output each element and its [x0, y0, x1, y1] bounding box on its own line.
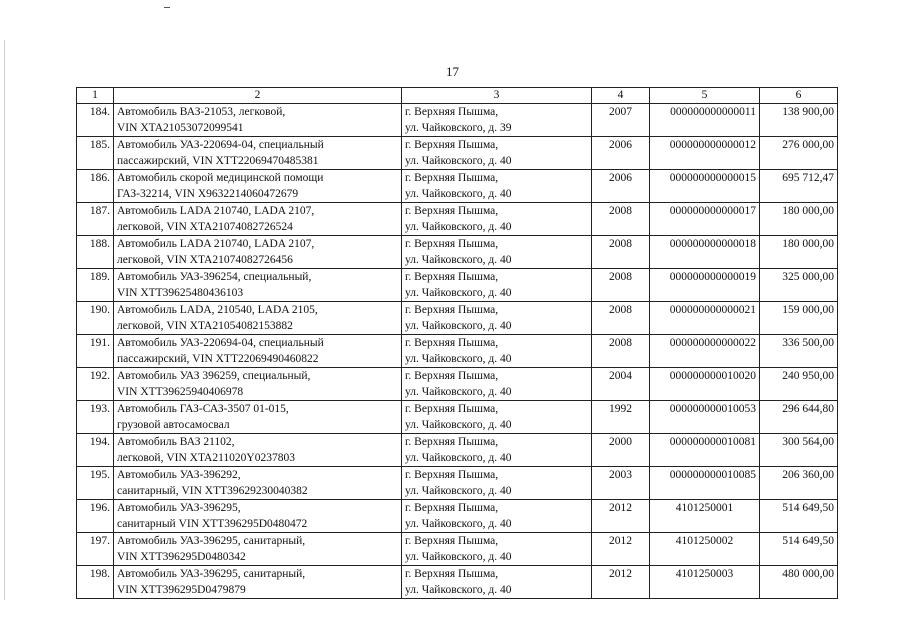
row-number: 187. [77, 203, 114, 236]
description-line-1: Автомобиль ВАЗ-21053, легковой, [117, 106, 286, 118]
inventory-number: 000000000010081 [650, 434, 760, 467]
vehicle-description [114, 203, 402, 236]
address-line-1: г. Верхняя Пышма, [405, 106, 499, 118]
address-line-1: г. Верхняя Пышма, [405, 238, 499, 250]
address-line-2: ул. Чайковского, д. 40 [405, 221, 512, 233]
inventory-number: 000000000000011 [650, 104, 760, 137]
description-line-2: VIN XTT39625480436103 [117, 287, 244, 299]
inventory-number: 000000000000018 [650, 236, 760, 269]
address-line-2: ул. Чайковского, д. 40 [405, 518, 512, 530]
address-line-1: г. Верхняя Пышма, [405, 436, 499, 448]
row-number: 196. [77, 500, 114, 533]
description-line-2: VIN XTT396295D0479879 [117, 584, 246, 596]
address-line-1: г. Верхняя Пышма, [405, 205, 499, 217]
address-line-2: ул. Чайковского, д. 40 [405, 485, 512, 497]
column-header: 1 [77, 88, 114, 104]
address-line-1: г. Верхняя Пышма, [405, 172, 499, 184]
address-line-1: г. Верхняя Пышма, [405, 337, 499, 349]
inventory-number: 000000000000017 [650, 203, 760, 236]
vehicle-address [402, 203, 592, 236]
description-line-1: Автомобиль скорой медицинской помощи [117, 172, 324, 184]
vehicle-description [114, 401, 402, 434]
table-row [77, 368, 838, 401]
address-line-1: г. Верхняя Пышма, [405, 568, 499, 580]
row-number: 194. [77, 434, 114, 467]
vehicle-description [114, 467, 402, 500]
description-line-2: легковой, VIN XTA211020Y0237803 [117, 452, 295, 464]
table-row [77, 269, 838, 302]
vehicle-description [114, 170, 402, 203]
book-value: 276 000,00 [760, 137, 838, 170]
vehicle-address [402, 467, 592, 500]
book-value: 159 000,00 [760, 302, 838, 335]
inventory-number: 000000000000015 [650, 170, 760, 203]
address-line-2: ул. Чайковского, д. 40 [405, 155, 512, 167]
description-line-2: легковой, VIN XTA21074082726524 [117, 221, 293, 233]
inventory-number: 000000000000022 [650, 335, 760, 368]
vehicle-description [114, 137, 402, 170]
vehicle-description [114, 368, 402, 401]
vehicle-description [114, 434, 402, 467]
vehicle-description [114, 104, 402, 137]
description-line-2: пассажирский, VIN XTT22069470485381 [117, 155, 319, 167]
inventory-number: 000000000000012 [650, 137, 760, 170]
vehicle-registry-table [76, 87, 838, 599]
manufacture-year: 2007 [592, 104, 650, 137]
address-line-1: г. Верхняя Пышма, [405, 304, 499, 316]
vehicle-address [402, 170, 592, 203]
table-header-row [77, 88, 838, 104]
address-line-2: ул. Чайковского, д. 40 [405, 584, 512, 596]
inventory-number: 000000000010085 [650, 467, 760, 500]
row-number: 186. [77, 170, 114, 203]
description-line-1: Автомобиль УАЗ-396295, санитарный, [117, 568, 306, 580]
address-line-1: г. Верхняя Пышма, [405, 535, 499, 547]
address-line-2: ул. Чайковского, д. 40 [405, 353, 512, 365]
manufacture-year: 2008 [592, 236, 650, 269]
vehicle-description [114, 302, 402, 335]
book-value: 300 564,00 [760, 434, 838, 467]
row-number: 198. [77, 566, 114, 599]
address-line-1: г. Верхняя Пышма, [405, 271, 499, 283]
manufacture-year: 2003 [592, 467, 650, 500]
inventory-number: 000000000000019 [650, 269, 760, 302]
manufacture-year: 2008 [592, 335, 650, 368]
manufacture-year: 2006 [592, 170, 650, 203]
page-number: 17 [446, 64, 459, 79]
manufacture-year: 2006 [592, 137, 650, 170]
description-line-2: легковой, VIN XTA21054082153882 [117, 320, 293, 332]
book-value: 206 360,00 [760, 467, 838, 500]
description-line-2: легковой, VIN XTA21074082726456 [117, 254, 293, 266]
vehicle-address [402, 533, 592, 566]
address-line-1: г. Верхняя Пышма, [405, 403, 499, 415]
book-value: 138 900,00 [760, 104, 838, 137]
row-number: 191. [77, 335, 114, 368]
manufacture-year: 2004 [592, 368, 650, 401]
address-line-1: г. Верхняя Пышма, [405, 139, 499, 151]
description-line-2: грузовой автосамосвал [117, 419, 230, 431]
inventory-number: 4101250003 [650, 566, 760, 599]
description-line-2: VIN XTT396295D0480342 [117, 551, 246, 563]
vehicle-address [402, 434, 592, 467]
inventory-number: 000000000000021 [650, 302, 760, 335]
vehicle-address [402, 500, 592, 533]
inventory-number: 4101250001 [650, 500, 760, 533]
vehicle-address [402, 137, 592, 170]
vehicle-description [114, 236, 402, 269]
manufacture-year: 2000 [592, 434, 650, 467]
manufacture-year: 2008 [592, 203, 650, 236]
book-value: 240 950,00 [760, 368, 838, 401]
column-header: 6 [760, 88, 838, 104]
description-line-1: Автомобиль УАЗ-396292, [117, 469, 241, 481]
description-line-1: Автомобиль УАЗ-220694-04, специальный [117, 139, 324, 151]
vehicle-address [402, 236, 592, 269]
table-body [77, 104, 838, 599]
table-row [77, 335, 838, 368]
description-line-2: VIN XTA21053072099541 [117, 122, 244, 134]
description-line-2: ГАЗ-32214, VIN X9632214060472679 [117, 188, 299, 200]
table-row [77, 302, 838, 335]
vehicle-address [402, 269, 592, 302]
address-line-1: г. Верхняя Пышма, [405, 469, 499, 481]
table-row [77, 467, 838, 500]
row-number: 190. [77, 302, 114, 335]
vehicle-address [402, 335, 592, 368]
manufacture-year: 2012 [592, 566, 650, 599]
column-header: 5 [650, 88, 760, 104]
column-header: 4 [592, 88, 650, 104]
table-row [77, 236, 838, 269]
column-header: 2 [114, 88, 402, 104]
inventory-number: 4101250002 [650, 533, 760, 566]
table-row [77, 203, 838, 236]
description-line-1: Автомобиль УАЗ 396259, специальный, [117, 370, 311, 382]
row-number: 193. [77, 401, 114, 434]
address-line-2: ул. Чайковского, д. 39 [405, 122, 512, 134]
book-value: 180 000,00 [760, 203, 838, 236]
address-line-2: ул. Чайковского, д. 40 [405, 551, 512, 563]
vehicle-address [402, 302, 592, 335]
address-line-2: ул. Чайковского, д. 40 [405, 287, 512, 299]
manufacture-year: 2012 [592, 533, 650, 566]
address-line-2: ул. Чайковского, д. 40 [405, 320, 512, 332]
table-row [77, 137, 838, 170]
vehicle-address [402, 401, 592, 434]
description-line-1: Автомобиль ГАЗ-САЗ-3507 01-015, [117, 403, 289, 415]
description-line-1: Автомобиль УАЗ-396254, специальный, [117, 271, 312, 283]
table-row [77, 434, 838, 467]
description-line-2: санитарный VIN XTT396295D0480472 [117, 518, 308, 530]
table-row [77, 533, 838, 566]
manufacture-year: 2012 [592, 500, 650, 533]
book-value: 695 712,47 [760, 170, 838, 203]
vehicle-description [114, 533, 402, 566]
book-value: 296 644,80 [760, 401, 838, 434]
address-line-1: г. Верхняя Пышма, [405, 502, 499, 514]
row-number: 188. [77, 236, 114, 269]
description-line-2: санитарный, VIN XTT39629230040382 [117, 485, 308, 497]
table-row [77, 566, 838, 599]
row-number: 184. [77, 104, 114, 137]
row-number: 197. [77, 533, 114, 566]
manufacture-year: 2008 [592, 269, 650, 302]
description-line-1: Автомобиль LADA, 210540, LADA 2105, [117, 304, 318, 316]
scan-mark-left-edge [4, 40, 5, 600]
book-value: 514 649,50 [760, 533, 838, 566]
description-line-1: Автомобиль ВАЗ 21102, [117, 436, 235, 448]
row-number: 192. [77, 368, 114, 401]
vehicle-description [114, 500, 402, 533]
table-row [77, 500, 838, 533]
book-value: 336 500,00 [760, 335, 838, 368]
table-row [77, 104, 838, 137]
book-value: 180 000,00 [760, 236, 838, 269]
description-line-2: пассажирский, VIN XTT22069490460822 [117, 353, 319, 365]
address-line-2: ул. Чайковского, д. 40 [405, 419, 512, 431]
description-line-1: Автомобиль УАЗ-396295, [117, 502, 241, 514]
vehicle-address [402, 566, 592, 599]
vehicle-description [114, 269, 402, 302]
book-value: 514 649,50 [760, 500, 838, 533]
table-row [77, 170, 838, 203]
table-row [77, 401, 838, 434]
manufacture-year: 2008 [592, 302, 650, 335]
description-line-2: VIN XTT39625940406978 [117, 386, 244, 398]
row-number: 189. [77, 269, 114, 302]
address-line-2: ул. Чайковского, д. 40 [405, 254, 512, 266]
column-header: 3 [402, 88, 592, 104]
address-line-2: ул. Чайковского, д. 40 [405, 386, 512, 398]
address-line-2: ул. Чайковского, д. 40 [405, 188, 512, 200]
book-value: 480 000,00 [760, 566, 838, 599]
inventory-number: 000000000010020 [650, 368, 760, 401]
address-line-1: г. Верхняя Пышма, [405, 370, 499, 382]
vehicle-description [114, 566, 402, 599]
description-line-1: Автомобиль УАЗ-220694-04, специальный [117, 337, 324, 349]
scan-mark-top [164, 7, 170, 8]
manufacture-year: 1992 [592, 401, 650, 434]
vehicle-address [402, 368, 592, 401]
vehicle-description [114, 335, 402, 368]
book-value: 325 000,00 [760, 269, 838, 302]
description-line-1: Автомобиль УАЗ-396295, санитарный, [117, 535, 306, 547]
row-number: 185. [77, 137, 114, 170]
description-line-1: Автомобиль LADA 210740, LADA 2107, [117, 238, 315, 250]
description-line-1: Автомобиль LADA 210740, LADA 2107, [117, 205, 315, 217]
address-line-2: ул. Чайковского, д. 40 [405, 452, 512, 464]
inventory-number: 000000000010053 [650, 401, 760, 434]
row-number: 195. [77, 467, 114, 500]
vehicle-address [402, 104, 592, 137]
